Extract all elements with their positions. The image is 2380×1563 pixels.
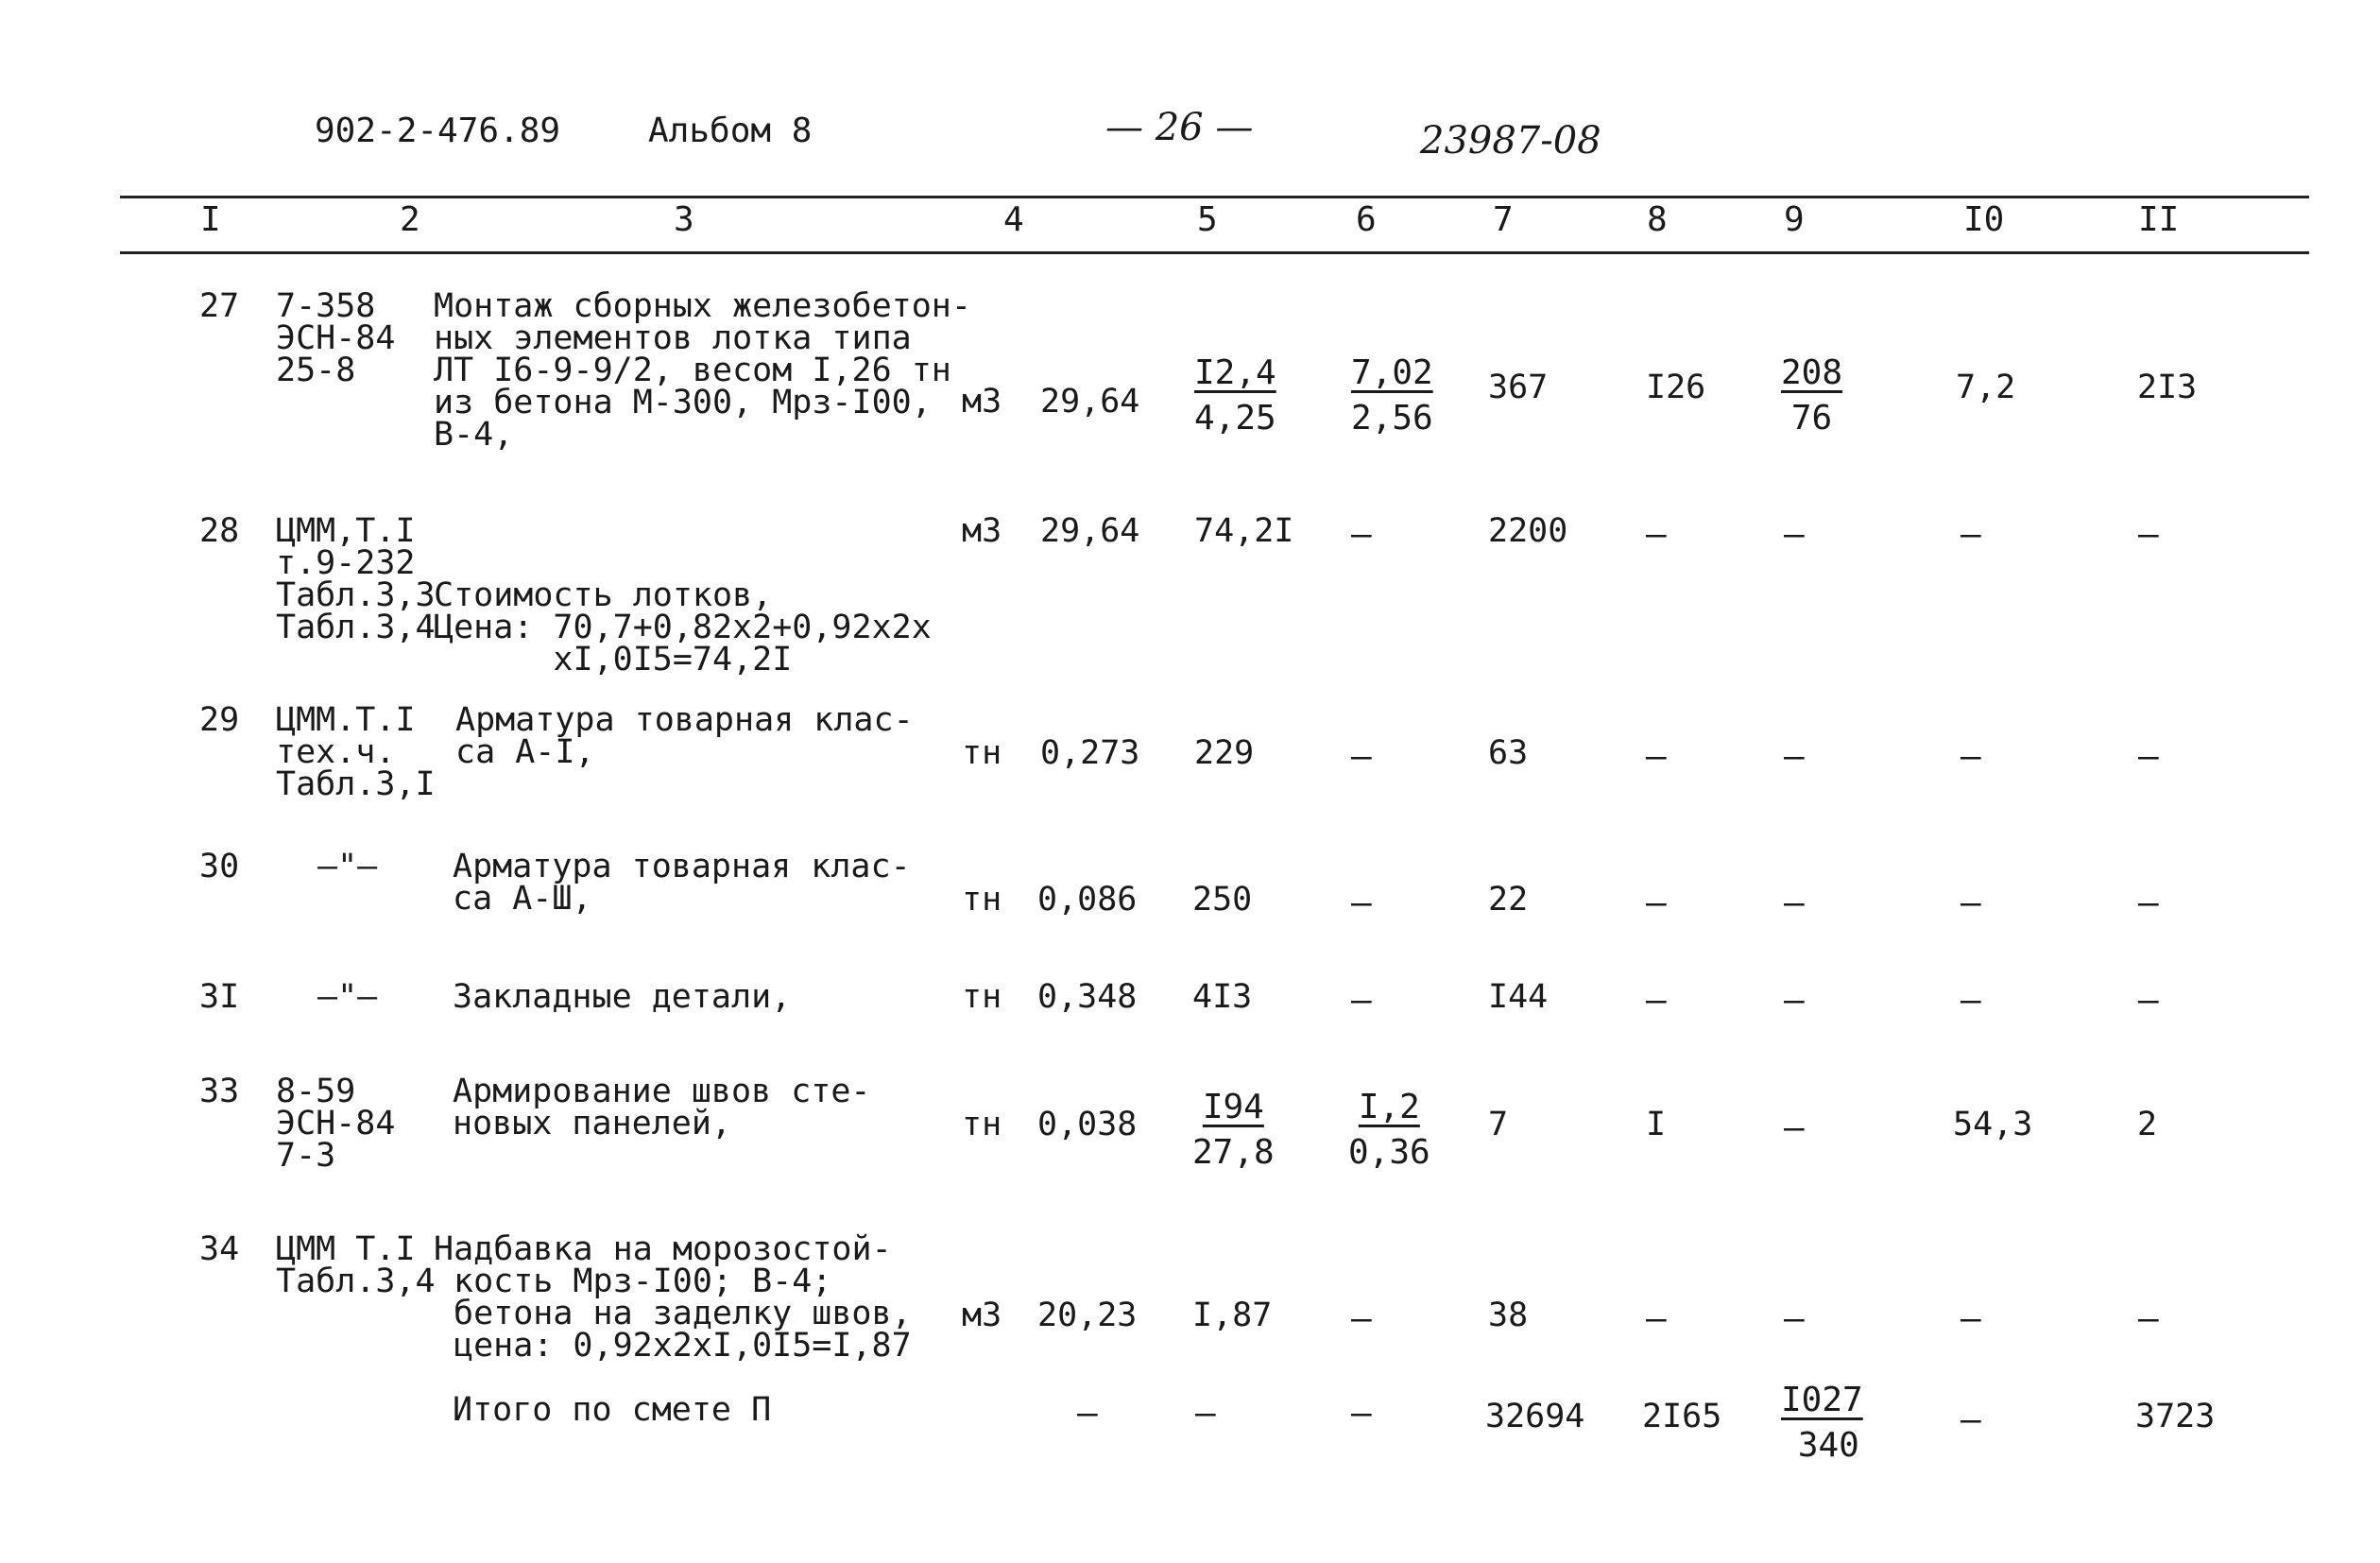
album-label: Альбом 8 [648, 112, 813, 150]
unit: тн [962, 978, 1002, 1016]
column-header-1: I [200, 200, 221, 239]
column-header-10: I0 [1963, 200, 2005, 239]
wages: I [1646, 1106, 1667, 1143]
machine-cost: – [1351, 515, 1372, 554]
total-cost: 38 [1488, 1297, 1529, 1334]
unit-cost: $\frac{I2,4}{4,25}$ [1194, 353, 1276, 438]
wages: – [1646, 981, 1667, 1020]
unit: тн [962, 734, 1002, 772]
labor-unit: 54,3 [1953, 1106, 2033, 1143]
norm-code: –"– [317, 848, 378, 885]
row-number: 3I [199, 978, 240, 1016]
machine-cost: – [1351, 737, 1372, 776]
labor-total: 2I3 [2137, 369, 2198, 406]
column-header-2: 2 [400, 200, 420, 239]
quantity: 0,086 [1037, 881, 1138, 919]
total-quantity: – [1077, 1394, 1098, 1433]
machine-cost: $\frac{I,2}{0,36}$ [1348, 1088, 1430, 1172]
unit-cost: 4I3 [1192, 978, 1253, 1016]
norm-code: ЦММ.Т.I тех.ч. Табл.3,I [276, 701, 436, 803]
work-description: Арматура товарная клас- са А-I, [455, 701, 914, 771]
machine-cost: – [1351, 981, 1372, 1020]
total-cost: 2200 [1488, 512, 1568, 550]
labor-total: – [2138, 515, 2159, 554]
machine-total: – [1784, 884, 1805, 922]
column-header-6: 6 [1356, 200, 1377, 239]
norm-code: ЦММ Т.I Табл.3,4 [276, 1230, 436, 1300]
column-header-11: II [2138, 200, 2180, 239]
labor-total: – [2138, 1299, 2159, 1338]
total-cost: 22 [1488, 881, 1529, 919]
quantity: 0,348 [1037, 978, 1138, 1016]
machine-cost: – [1351, 884, 1372, 922]
machine-cost: $\frac{7,02}{2,56}$ [1351, 353, 1433, 438]
machine-total: – [1784, 1299, 1805, 1338]
quantity: 0,038 [1037, 1106, 1138, 1143]
labor-total: 2 [2137, 1106, 2158, 1143]
machine-total: – [1784, 515, 1805, 554]
norm-code: 7-358 ЭСН-84 25-8 [276, 287, 396, 389]
row-number: 29 [199, 701, 240, 739]
column-header-5: 5 [1197, 200, 1218, 239]
labor-unit: – [1961, 981, 1981, 1020]
labor-unit: – [1961, 737, 1981, 776]
handwritten-number: 23987-08 [1420, 119, 1601, 163]
unit-cost: I,87 [1192, 1297, 1273, 1334]
total-cost-sum: 32694 [1485, 1398, 1585, 1435]
labor-total: – [2138, 884, 2159, 922]
unit: тн [962, 1106, 1002, 1143]
total-wages: 2I65 [1642, 1398, 1722, 1435]
quantity: 0,273 [1040, 734, 1140, 772]
unit: м3 [962, 383, 1002, 421]
column-header-3: 3 [674, 200, 694, 239]
quantity: 29,64 [1040, 512, 1140, 550]
quantity: 29,64 [1040, 383, 1140, 421]
total-label: Итого по смете П [453, 1391, 772, 1429]
total-cost: 7 [1488, 1106, 1509, 1143]
row-number: 27 [199, 287, 240, 325]
machine-total: – [1784, 1108, 1805, 1147]
total-labor: 3723 [2135, 1398, 2216, 1435]
unit: м3 [962, 512, 1002, 550]
work-description: Надбавка на морозостой- кость Мрз-I00; В-4; бетона на заделку швов, цена: 0,92х2хI,0I5=I,87 [434, 1230, 912, 1365]
total-machine-total: $\frac{I027}{340}$ [1781, 1381, 1863, 1465]
norm-code: ЦММ,Т.I т.9-232 Табл.3,3 Табл.3,4 [276, 512, 436, 646]
row-number: 33 [199, 1073, 240, 1110]
table-top-rule [120, 196, 2309, 198]
unit-cost: 229 [1194, 734, 1255, 772]
machine-total: – [1784, 737, 1805, 776]
row-number: 28 [199, 512, 240, 550]
quantity: 20,23 [1037, 1297, 1138, 1334]
machine-cost: – [1351, 1299, 1372, 1338]
work-description: Монтаж сборных железобетон- ных элементов лотка типа ЛТ I6-9-9/2, весом I,26 тн из бетона М-300, Мрз-I00, В-4, [434, 287, 971, 454]
document-code: 902-2-476.89 [315, 112, 561, 150]
norm-code: –"– [317, 978, 378, 1016]
work-description: Армирование швов сте- новых панелей, [453, 1073, 871, 1142]
total-cost: I44 [1488, 978, 1549, 1016]
work-description: Арматура товарная клас- са А-Ш, [453, 848, 911, 918]
machine-total: $\frac{208}{76}$ [1781, 353, 1843, 438]
total-cost: 63 [1488, 734, 1529, 772]
labor-unit: – [1961, 515, 1981, 554]
total-unit-cost: – [1195, 1394, 1216, 1433]
labor-unit: – [1961, 884, 1981, 922]
work-description: Стоимость лотков, Цена: 70,7+0,82х2+0,92х2х хI,0I5=74,2I [434, 576, 932, 678]
unit-cost: 250 [1192, 881, 1253, 919]
total-labor-unit: – [1961, 1400, 1981, 1439]
machine-total: – [1784, 981, 1805, 1020]
unit: тн [962, 881, 1002, 919]
column-header-4: 4 [1003, 200, 1024, 239]
column-header-8: 8 [1647, 200, 1668, 239]
column-header-7: 7 [1493, 200, 1514, 239]
total-machine-cost: – [1351, 1394, 1372, 1433]
norm-code: 8-59 ЭСН-84 7-3 [276, 1073, 396, 1175]
row-number: 30 [199, 848, 240, 885]
page-number: — 26 — [1105, 106, 1254, 149]
table-header-rule [120, 251, 2309, 254]
work-description: Закладные детали, [453, 978, 792, 1016]
labor-total: – [2138, 737, 2159, 776]
labor-unit: 7,2 [1956, 369, 2016, 406]
unit-cost: $\frac{I94}{27,8}$ [1192, 1088, 1275, 1172]
column-header-9: 9 [1784, 200, 1805, 239]
wages: – [1646, 884, 1667, 922]
row-number: 34 [199, 1230, 240, 1268]
unit: м3 [962, 1297, 1002, 1334]
wages: I26 [1646, 369, 1706, 406]
wages: – [1646, 515, 1667, 554]
unit-cost: 74,2I [1194, 512, 1294, 550]
wages: – [1646, 737, 1667, 776]
wages: – [1646, 1299, 1667, 1338]
labor-unit: – [1961, 1299, 1981, 1338]
total-cost: 367 [1488, 369, 1549, 406]
labor-total: – [2138, 981, 2159, 1020]
